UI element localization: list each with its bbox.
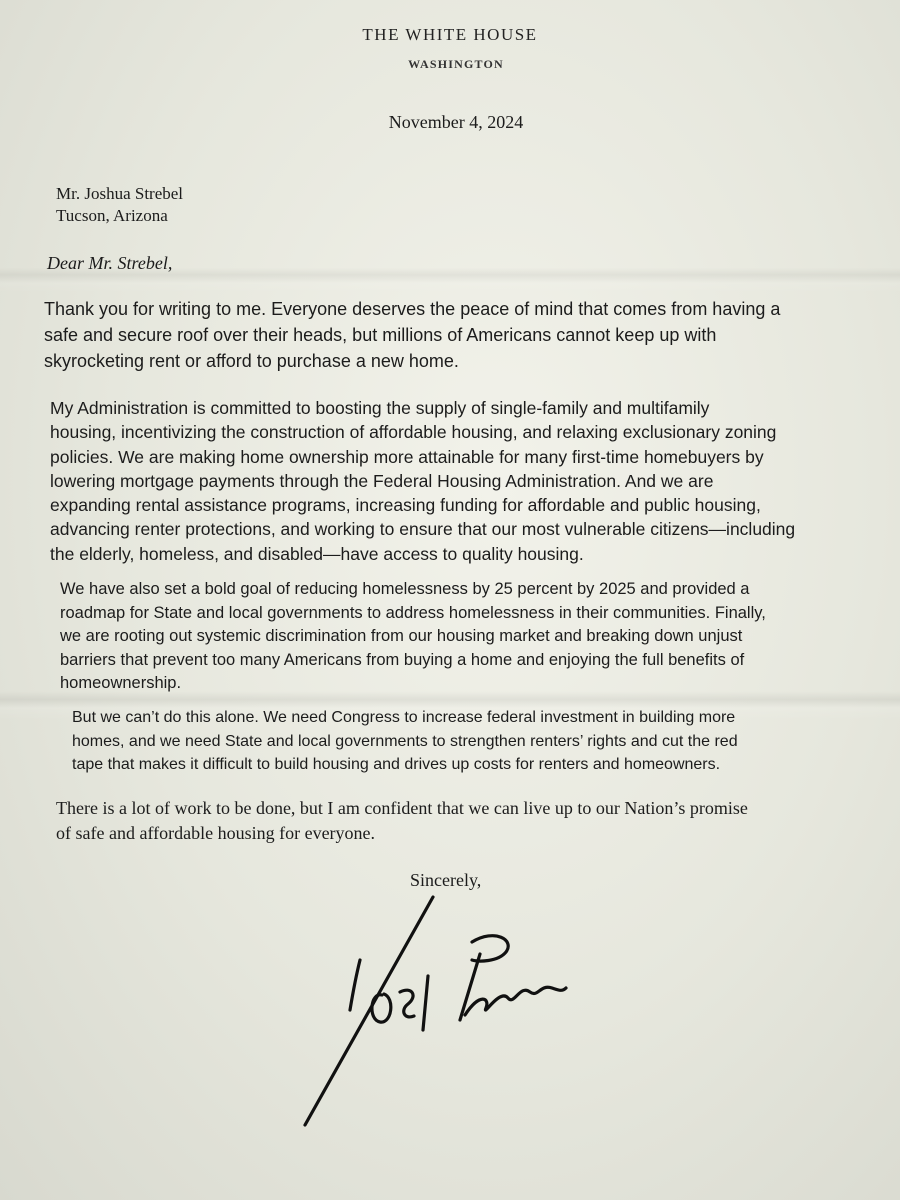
paragraph-line: housing, incentivizing the construction of affordable housing, and relaxing exclusionary zoning	[50, 422, 777, 443]
paragraph-line: My Administration is committed to boosting the supply of single-family and multifamily	[50, 398, 710, 418]
paragraph-line: There is a lot of work to be done, but I am confident that we can live up to our Nation’s promise	[56, 798, 748, 818]
recipient-name: Mr. Joshua Strebel	[56, 184, 184, 203]
letter-date: November 4, 2024	[388, 112, 524, 132]
letterhead-location: WASHINGTON	[408, 57, 504, 71]
letterhead-title: THE WHITE HOUSE	[362, 25, 538, 44]
salutation: Dear Mr. Strebel,	[47, 253, 173, 273]
recipient-city: Tucson, Arizona	[56, 206, 168, 225]
paragraph-line: But we can’t do this alone. We need Congress to increase federal investment in building more	[72, 709, 736, 726]
paragraph-2	[50, 396, 795, 566]
paragraph-line: barriers that prevent too many Americans from buying a home and enjoying the full benefits of	[60, 650, 745, 669]
paragraph-line: homes, and we need State and local governments to strengthen renters’ rights and cut the red	[72, 732, 738, 750]
paragraph-line: lowering mortgage payments through the Federal Housing Administration. And we are	[50, 470, 714, 491]
paragraph-line: skyrocketing rent or afford to purchase a new home.	[44, 351, 459, 371]
paragraph-line: safe and secure roof over their heads, but millions of Americans cannot keep up with	[44, 325, 717, 345]
paragraph-line: of safe and affordable housing for everyone.	[56, 823, 376, 843]
paragraph-line: tape that makes it difficult to build housing and drives up costs for renters and homeowners.	[72, 756, 721, 773]
paragraph-line: homeownership.	[60, 674, 182, 692]
paragraph-line: Thank you for writing to me. Everyone deserves the peace of mind that comes from having a	[44, 299, 781, 319]
paragraph-line: roadmap for State and local governments to address homelessness in their communities. Finally,	[60, 603, 766, 622]
signature-icon	[300, 880, 570, 1130]
closing: Sincerely,	[410, 870, 482, 890]
paragraph-4	[72, 706, 738, 777]
paragraph-1	[44, 296, 780, 374]
paragraph-line: advancing renter protections, and working to ensure that our most vulnerable citizens—including	[50, 519, 796, 540]
paragraph-5	[56, 796, 748, 846]
paragraph-line: expanding rental assistance programs, increasing funding for affordable and public housing,	[50, 495, 761, 516]
paragraph-line: We have also set a bold goal of reducing homelessness by 25 percent by 2025 and provided a	[60, 580, 750, 598]
paragraph-line: policies. We are making home ownership more attainable for many first-time homebuyers by	[50, 446, 764, 467]
paragraph-line: we are rooting out systemic discrimination from our housing market and breaking down unjust	[60, 627, 743, 645]
paragraph-line: the elderly, homeless, and disabled—have access to quality housing.	[50, 543, 584, 564]
paragraph-3	[60, 578, 766, 696]
